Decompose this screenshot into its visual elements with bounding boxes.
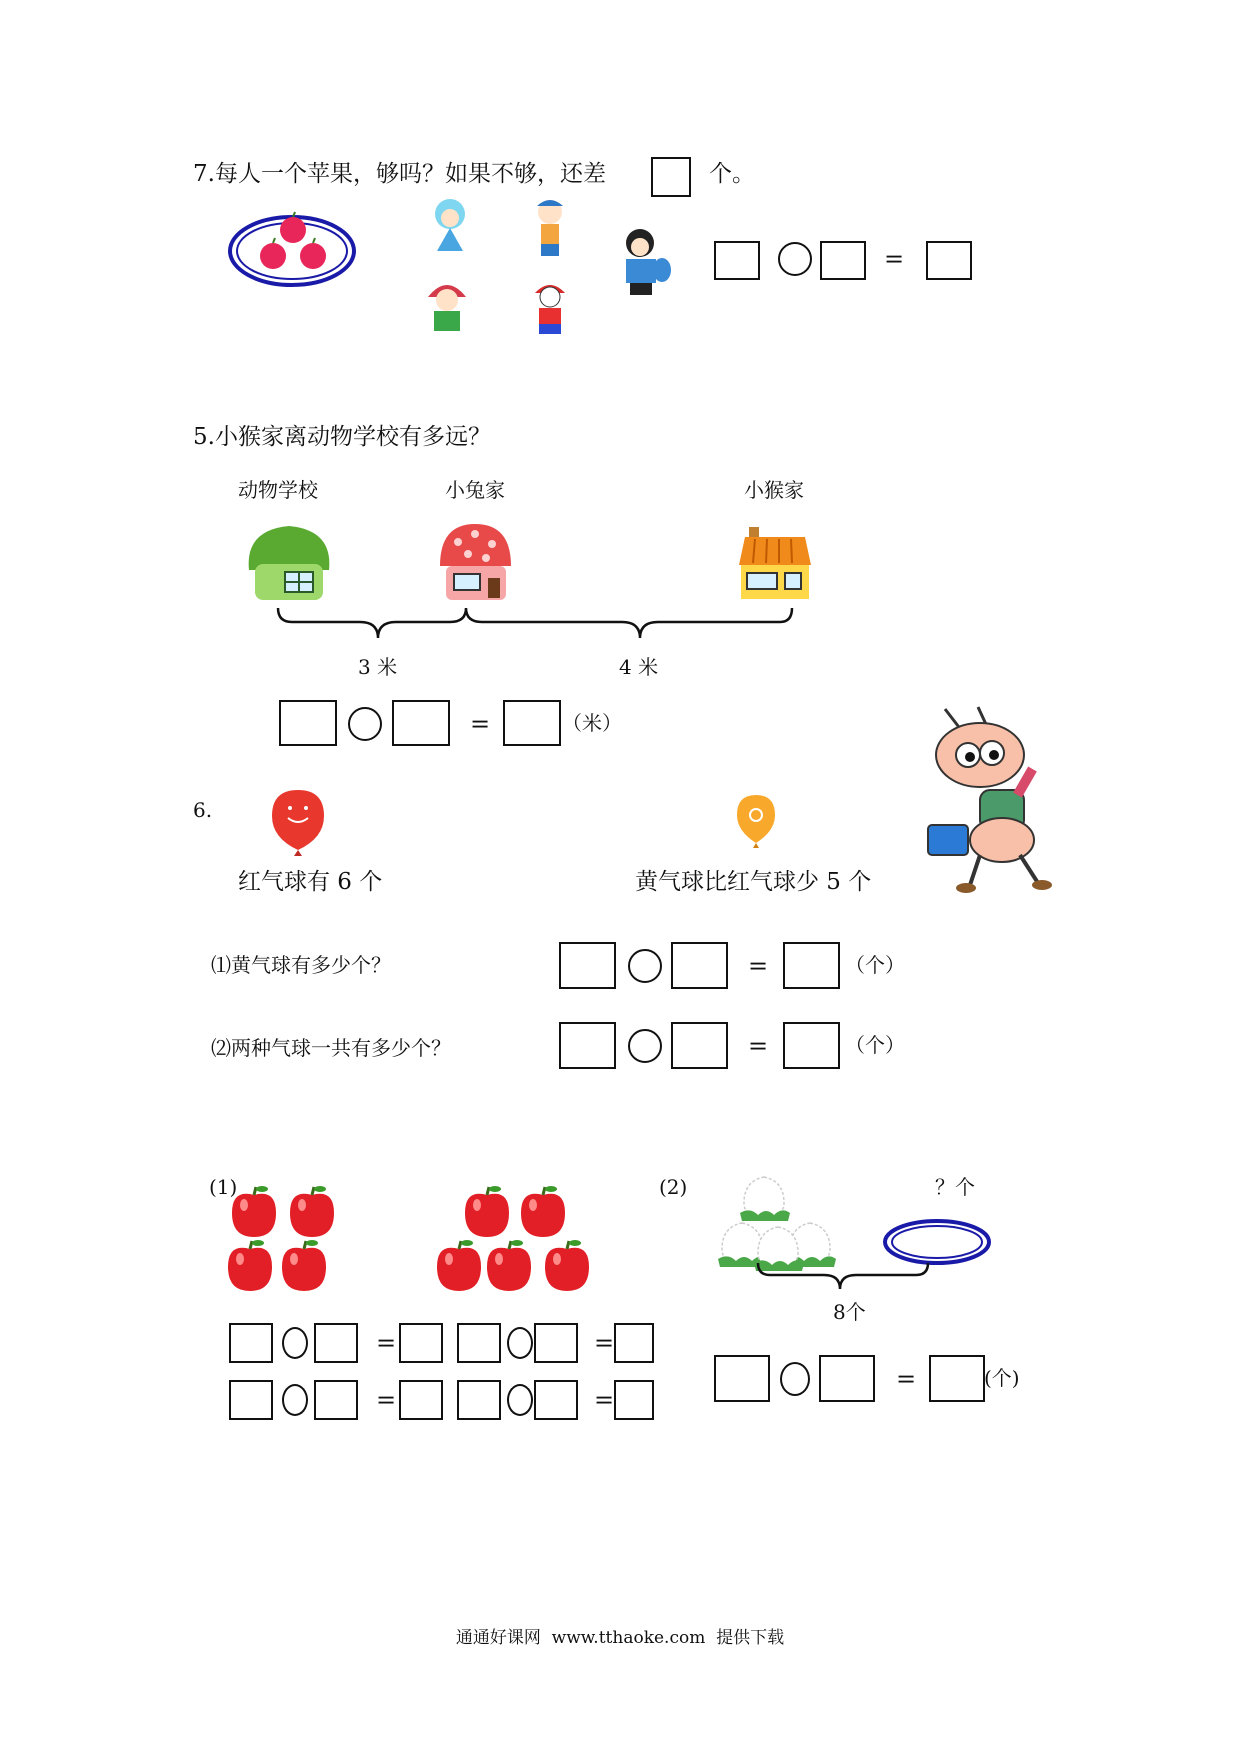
plate-with-apples-illustration [225,208,360,288]
q6-sub2: ⑵两种气球一共有多少个？ [211,1036,451,1060]
rabbit-house-mushroom-illustration [438,520,513,605]
red-balloon-icon [270,788,326,860]
q6-sub1-box-2[interactable] [671,942,728,989]
q8-part2-box-2[interactable] [819,1355,875,1402]
q5-eq-box-1[interactable] [279,700,337,746]
q5-eq-box-2[interactable] [392,700,450,746]
q8-part2-operator-circle[interactable] [780,1362,810,1396]
q8-row2-eqA-operator-circle[interactable] [282,1384,308,1416]
q8-row1-eqA-equals: = [376,1329,397,1357]
child-character-3-illustration [610,225,675,305]
label-monkey-house: 小猴家 [744,478,804,502]
q6-sub2-operator-circle[interactable] [628,1029,662,1063]
q8-row2-eqA-box-1[interactable] [229,1380,273,1420]
q8-row2-eqA-equals: = [376,1386,397,1414]
empty-plate-illustration [882,1218,992,1268]
q6-sub1: ⑴黄气球有多少个？ [211,953,391,977]
q6-sub1-equals: = [748,952,769,980]
animal-school-house-illustration [245,520,333,605]
q7-prompt [193,163,606,186]
child-character-5-illustration [525,275,575,340]
q8-row2-eqA-box-2[interactable] [314,1380,358,1420]
q6-sub2-unit: （个） [845,1033,905,1057]
distance-right-label: 4 米 [619,655,659,679]
q5-prompt: 5.小猴家离动物学校有多远？ [193,424,491,450]
q6-yellow-balloon-text: 黄气球比红气球少 5 个 [635,869,872,895]
distance-left-label: 3 米 [358,655,398,679]
q8-row1-eqA-box-2[interactable] [314,1323,358,1363]
q8-question-count: ？个 [935,1175,975,1199]
distance-brace [270,608,790,656]
q6-red-balloon-text: 红气球有 6 个 [238,869,383,895]
q8-row1-eqA-box-1[interactable] [229,1323,273,1363]
q8-part2-label: (2) [659,1175,688,1199]
label-animal-school: 动物学校 [238,478,318,502]
q8-row1-eqB-result-box[interactable] [614,1323,654,1363]
q6-sub2-result-box[interactable] [783,1022,840,1069]
q6-sub1-result-box[interactable] [783,942,840,989]
q8-row1-eqB-operator-circle[interactable] [507,1327,533,1359]
q8-row1-eqA-operator-circle[interactable] [282,1327,308,1359]
q8-part1-label: (1) [209,1175,238,1199]
ant-mascot-illustration [920,705,1065,895]
q5-unit: （米） [562,711,622,735]
label-rabbit-house: 小兔家 [445,478,505,502]
total-brace [756,1263,936,1303]
q7-eq-equals: = [884,245,905,273]
q5-eq-result-box[interactable] [503,700,561,746]
q8-row2-eqB-box-1[interactable] [457,1380,501,1420]
q6-sub1-operator-circle[interactable] [628,949,662,983]
q8-row1-eqB-equals: = [594,1329,615,1357]
footer-text: 通通好课网 www.tthaoke.com 提供下载 [455,1628,785,1648]
q7-prompt-before: 7.每人一个苹果，够吗？如果不够，还差 [193,161,606,187]
q8-row1-eqB-box-2[interactable] [534,1323,578,1363]
q8-row1-eqA-result-box[interactable] [399,1323,443,1363]
q7-eq-box-1[interactable] [714,241,760,280]
q8-part2-unit: (个) [984,1366,1020,1390]
apple-group-4-illustration [228,1183,340,1295]
q7-answer-box[interactable] [651,157,691,197]
apple-group-5-illustration [437,1183,597,1295]
q8-row2-eqA-result-box[interactable] [399,1380,443,1420]
yellow-balloon-icon [735,793,777,849]
child-character-1-illustration [425,196,475,256]
q6-number: 6. [193,798,213,822]
q8-row2-eqB-equals: = [594,1386,615,1414]
q8-part2-result-box[interactable] [929,1355,985,1402]
q7-eq-box-2[interactable] [820,241,866,280]
q6-sub2-box-2[interactable] [671,1022,728,1069]
q7-eq-result-box[interactable] [926,241,972,280]
q5-eq-equals: = [470,710,491,738]
q8-part2-equals: = [896,1365,917,1393]
q6-sub1-unit: （个） [845,953,905,977]
q5-eq-operator-circle[interactable] [348,707,382,741]
q8-total: 8个 [833,1300,866,1324]
monkey-house-illustration [735,525,815,603]
q8-row2-eqB-result-box[interactable] [614,1380,654,1420]
q6-sub2-equals: = [748,1032,769,1060]
q8-row2-eqB-operator-circle[interactable] [507,1384,533,1416]
q8-row1-eqB-box-1[interactable] [457,1323,501,1363]
q7-eq-operator-circle[interactable] [778,242,812,276]
q6-sub2-box-1[interactable] [559,1022,616,1069]
q8-part2-box-1[interactable] [714,1355,770,1402]
child-character-4-illustration [420,275,475,340]
child-character-2-illustration [525,194,575,264]
q7-prompt-after: 个。 [709,161,755,187]
q6-sub1-box-1[interactable] [559,942,616,989]
q8-row2-eqB-box-2[interactable] [534,1380,578,1420]
